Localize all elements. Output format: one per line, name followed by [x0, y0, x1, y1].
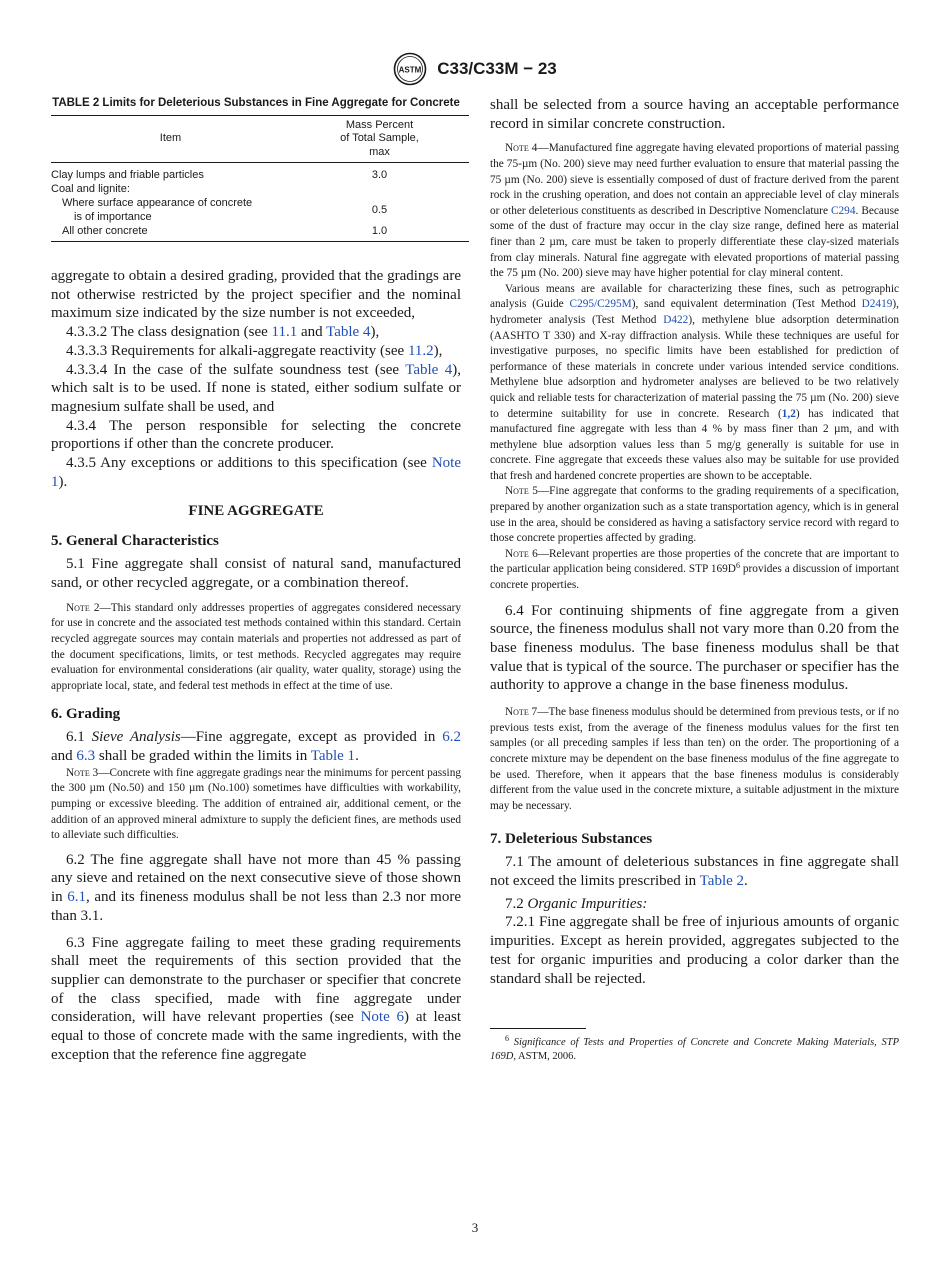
- table2-caption: TABLE 2 Limits for Deleterious Substances in Fine Aggregate for Concrete: [52, 97, 460, 109]
- paragraph-6-2: 6.2 The fine aggregate shall have not more than 45 % passing any sieve and retained on the next consecutive sieve of those shown in 6.1, and its fineness modulus shall be not less than 2.3 nor more than 3.1.: [51, 851, 462, 924]
- footnote-6: $^6$ Significance of Tests and Properties of Concrete and Concrete Making Materials, STP 169D, ASTM, 2006.: [490, 1034, 900, 1063]
- section-5-title: 5. General Characteristics: [51, 533, 219, 550]
- note-4-continued: Various means are available for characterizing these fines, such as petrographic analysis (Guide C295/C295M), sand equivalent determination (Test Method D2419), hydrometer analysis (Test Method D422), methylene blue adsorption determination (AASHTO T 330) and X-ray diffraction analysis. While these techniques are useful for investigative purposes, no specific limits have been established for prediction of performance of these materials in concrete under various intended service conditions. Methylene blue adsorption and hydrometer analyses are believed to be two relatively quick and reliable tests for characterization of material passing the 75 µm (No. 200) sieve to determine suitability for use in concrete. Research (1,2) has indicated that manufactured fine aggregate with less than 4 % by mass finer than 2 µm, and with methylene blue adsorption values less than 5 mg/g generally is suitable for use in concrete. Fine aggregate that exceeds these values also may be suitable for use provided that fresh and hardened concrete properties are shown to be acceptable.: [490, 282, 899, 482]
- table-2: [51, 115, 469, 243]
- page-header: [0, 52, 950, 86]
- paragraph-7-2: 7.2 Organic Impurities:: [505, 895, 648, 912]
- paragraph-4-3-3-2: 4.3.3.2 The class designation (see 11.1 and Table 4),: [66, 324, 380, 341]
- note-7: Note 7—The base fineness modulus should be determined from previous tests, or if no previous tests exist, from the average of the fineness modulus values for the first ten samples (or all preceding samples if less than ten) on the order. The proportioning of a concrete mixture may be dependent on the base fineness modulus of the fine aggregate to be used. Therefore, when it appears that the base fineness modulus is considerably different from the value used in the concrete mixture, a suitable adjustment in the mixture may be necessary.: [490, 706, 899, 812]
- note-3: Note 3—Concrete with fine aggregate gradings near the minimums for percent passing the 300 µm (No.50) and 150 µm (No.100) sometimes have difficulties with workability, pumping or excessive bleeding. The addition of entrained air, additional cement, or the addition of an approved mineral admixture to supply the deficient fines, are methods used to alleviate such difficulties.: [51, 766, 461, 842]
- table-header-item: Item: [51, 115, 290, 163]
- link-note-6[interactable]: Note 6: [360, 1009, 405, 1026]
- paragraph-6-4: 6.4 For continuing shipments of fine aggregate from a given source, the fineness modulus shall not vary more than 0.20 from the base fineness modulus. The base fineness modulus shall be that value that is typical of the source. The purchaser or specifier has the authority to approve a change in the base fineness modulus.: [490, 602, 899, 694]
- link-6-2[interactable]: 6.2: [442, 729, 462, 746]
- link-11-1[interactable]: 11.1: [271, 324, 298, 341]
- left-column: [51, 96, 461, 1065]
- paragraph-6-1: 6.1 Sieve Analysis—Fine aggregate, except as provided in 6.2 and 6.3 shall be graded within the limits in Table 1.: [51, 729, 462, 765]
- link-table-1[interactable]: Table 1: [310, 748, 356, 765]
- link-table-4[interactable]: Table 4: [405, 361, 453, 378]
- paragraph-7-1: 7.1 The amount of deleterious substances in fine aggregate shall not exceed the limits prescribed in Table 2.: [490, 854, 899, 889]
- table-row: Coal and lignite:: [51, 183, 130, 195]
- link-c295[interactable]: C295/C295M: [569, 298, 632, 311]
- paragraph-5-1: 5.1 Fine aggregate shall consist of natural sand, manufactured sand, or other recycled aggregate, or a combination thereof.: [51, 556, 461, 592]
- note-2: Note 2—This standard only addresses properties of aggregates considered necessary for use in concrete and the associated test methods contained within this standard. Certain recycled aggregate sources may contain materials and properties not addressed as part of the document specifications, limits, or test methods. Recycled aggregates may require evaluation for environmental considerations (air quality, water quality, storage) using the appropriate local, state, and federal test methods in effect at the time of use.: [51, 601, 461, 692]
- link-d2419[interactable]: D2419: [861, 298, 893, 311]
- link-c294[interactable]: C294: [831, 204, 856, 217]
- paragraph-4-3-5: 4.3.5 Any exceptions or additions to this specification (see Note 1).: [51, 455, 461, 490]
- link-6-1[interactable]: 6.1: [67, 889, 87, 906]
- link-references[interactable]: 1,2: [781, 407, 796, 420]
- link-d422[interactable]: D422: [663, 313, 689, 326]
- table-row: Clay lumps and friable particles 3.0: [51, 169, 388, 181]
- paragraph-continued: shall be selected from a source having an acceptable performance record in similar concrete construction.: [490, 97, 899, 132]
- astm-logo-icon: [393, 52, 427, 86]
- note-4: Note 4—Manufactured fine aggregate having elevated proportions of material passing the 75-µm (No. 200) sieve may need further evaluation to ensure that material passing the 75 µm (No. 200) sieve is essentially composed of dust of fracture derived from the parent rock in the crushing operation, and does not contain an appreciable level of clay minerals or other deleterious constituents as described in Descriptive Nomenclature C294. Because some of the dust of fracture may occur in the clay size range, defined here as material finer than 2 µm, care must be taken to properly differentiate these clay-sized materials from clay minerals. Natural fine aggregate with elevated proportions of material passing the 75 µm (No. 200) sieve may have higher potential for clay mineral content.: [490, 142, 899, 280]
- table-header-mass: Mass Percent of Total Sample, max: [290, 115, 469, 163]
- section-7-title: 7. Deleterious Substances: [490, 831, 653, 848]
- note-6: Note 6—Relevant properties are those properties of the concrete that are important to the particular application being considered. STP $169D^6$ provides a discussion of important concrete properties.: [490, 547, 899, 592]
- link-table-2[interactable]: Table 2: [699, 873, 745, 889]
- paragraph-7-2-1: 7.2.1 Fine aggregate shall be free of injurious amounts of organic impurities. Except as herein provided, aggregates subjected to the test for organic impurities and producing a color darker than the standard shall be rejected.: [490, 914, 899, 987]
- svg-text:ASTM: ASTM: [398, 65, 422, 75]
- link-note-1[interactable]: Note 1: [51, 455, 461, 490]
- link-6-3[interactable]: 6.3: [76, 748, 96, 765]
- table-row: All other concrete 1.0: [51, 224, 469, 242]
- standard-designation: C33/C33M − 23: [437, 59, 557, 78]
- note-5: Note 5—Fine aggregate that conforms to the grading requirements of a specification, prepared by another organization such as a state transportation agency, which is in general use in the area, should be considered as having a satisfactory service record with regard to those concrete properties affected by grading.: [490, 485, 899, 545]
- link-11-2[interactable]: 11.2: [407, 342, 434, 359]
- paragraph-6-3: 6.3 Fine aggregate failing to meet these grading requirements shall meet the requirements of this section provided that the supplier can demonstrate to the purchaser or specifier that concrete of the class specified, made with fine aggregate under consideration, will have relevant properties (see Note 6) at least equal to those of concrete made with the same ingredients, with the exception that the reference fine aggregate: [51, 934, 461, 1063]
- paragraph-4-3-3-3: 4.3.3.3 Requirements for alkali-aggregate reactivity (see 11.2),: [66, 342, 443, 359]
- table-row: Where surface appearance of concrete is of importance 0.5: [62, 197, 388, 223]
- right-column: [490, 96, 899, 1064]
- link-table-4[interactable]: Table 4: [326, 324, 371, 341]
- fine-aggregate-title: FINE AGGREGATE: [188, 503, 324, 520]
- section-6-title: 6. Grading: [51, 706, 121, 723]
- paragraph-continued: aggregate to obtain a desired grading, provided that the gradings are not otherwise restricted by the project specifier and the nominal maximum size indicated by the size number is not exceeded,: [51, 268, 461, 322]
- paragraph-4-3-4: 4.3.4 The person responsible for selecting the concrete proportions if other than the concrete producer.: [51, 417, 461, 453]
- page-number: 3: [471, 1220, 479, 1235]
- paragraph-4-3-3-4: 4.3.3.4 In the case of the sulfate soundness test (see Table 4), which salt is to be used. If none is stated, either sodium sulfate or magnesium sulfate shall be used, and: [51, 361, 461, 415]
